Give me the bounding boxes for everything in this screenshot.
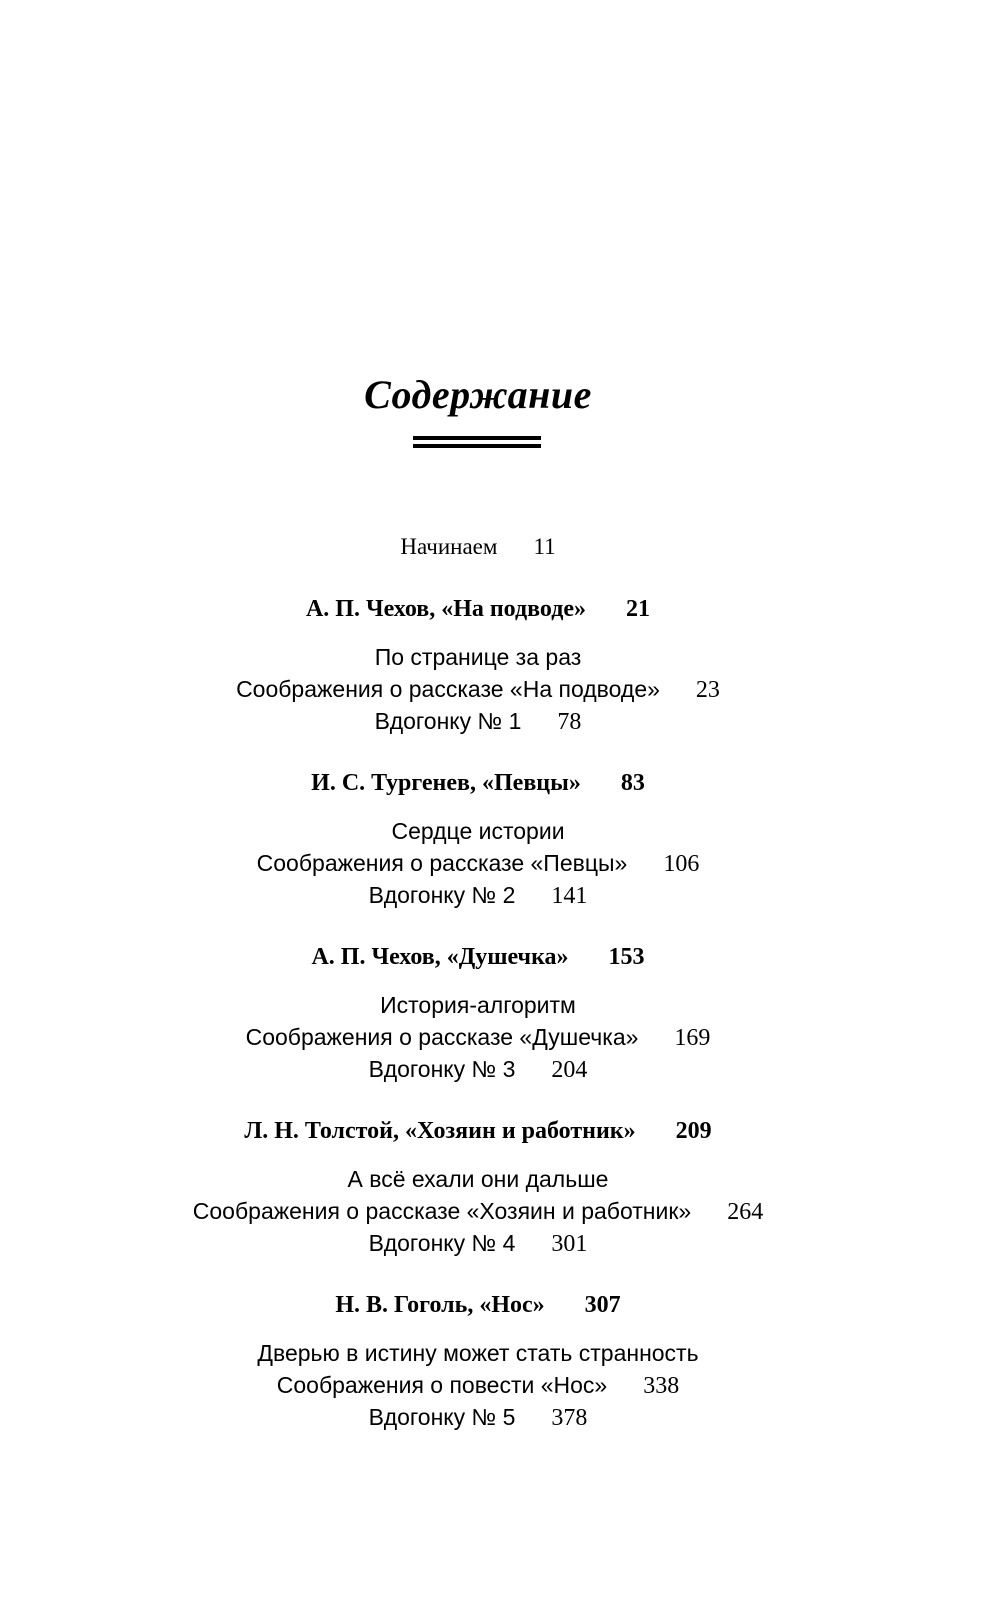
- toc-entry-label: Начинаем: [400, 534, 498, 559]
- toc-subentry[interactable]: [0, 642, 956, 673]
- section-heading-page-number: 153: [608, 944, 645, 970]
- toc-subentry-page-number: 378: [551, 1405, 588, 1431]
- toc-subentry-label: История-алгоритм: [380, 992, 576, 1018]
- toc-subentry[interactable]: [0, 1370, 956, 1401]
- section-heading-label: А. П. Чехов, «На подводе»: [305, 596, 587, 622]
- toc-subentry-label: Вдогонку № 2: [368, 882, 516, 908]
- toc-subentry-label: Соображения о рассказе «Певцы»: [256, 850, 628, 876]
- toc-subentry-page-number: 23: [695, 677, 720, 703]
- toc-subentry[interactable]: [0, 1054, 956, 1085]
- section-heading-label: А. П. Чехов, «Душечка»: [311, 944, 569, 970]
- toc-subentry-label: Вдогонку № 3: [368, 1056, 516, 1082]
- toc-subentry-label: Вдогонку № 4: [368, 1230, 516, 1256]
- toc-section-heading-1[interactable]: [0, 594, 956, 624]
- toc-subentry-label: Соображения о рассказе «Хозяин и работник»: [192, 1198, 692, 1224]
- section-heading-page-number: 307: [584, 1292, 621, 1318]
- toc-section-heading-4[interactable]: [0, 1116, 956, 1146]
- title-rule-bottom-line: [413, 444, 541, 448]
- toc-subentry-label: Вдогонку № 1: [374, 708, 522, 734]
- toc-section-heading-5[interactable]: [0, 1290, 956, 1320]
- toc-subentry-label: А всё ехали они дальше: [347, 1166, 609, 1192]
- toc-subentry[interactable]: [0, 674, 956, 705]
- toc-subentry-label: Соображения о рассказе «На подводе»: [236, 676, 660, 702]
- toc-subentry[interactable]: [0, 1022, 956, 1053]
- toc-subentry[interactable]: [0, 1164, 956, 1195]
- toc-section-heading-2[interactable]: [0, 768, 956, 798]
- section-heading-page-number: 21: [626, 596, 651, 622]
- toc-subentry-page-number: 106: [663, 851, 700, 877]
- toc-subentry-label: По странице за раз: [374, 644, 582, 670]
- toc-subentry-label: Соображения о повести «Нос»: [276, 1372, 608, 1398]
- toc-entry-page-number: 11: [533, 534, 556, 559]
- toc-subentry[interactable]: [0, 1196, 956, 1227]
- toc-subentry-label: Дверью в истину может стать странность: [257, 1340, 699, 1366]
- toc-subentry[interactable]: [0, 880, 956, 911]
- toc-entry-intro[interactable]: [0, 532, 956, 562]
- toc-subentry-page-number: 141: [551, 883, 588, 909]
- toc-subentry-page-number: 301: [551, 1231, 588, 1257]
- toc-subentry-label: Вдогонку № 5: [368, 1404, 516, 1430]
- toc-section-heading-3[interactable]: [0, 942, 956, 972]
- toc-subentry[interactable]: [0, 1402, 956, 1433]
- toc-subentry-page-number: 78: [557, 709, 582, 735]
- toc-subentry[interactable]: [0, 990, 956, 1021]
- section-heading-label: И. С. Тургенев, «Певцы»: [311, 770, 581, 796]
- toc-subentry-label: Соображения о рассказе «Душечка»: [245, 1024, 639, 1050]
- section-heading-page-number: 83: [620, 770, 645, 796]
- toc-subentry-label: Сердце истории: [391, 818, 565, 844]
- toc-subentry-page-number: 338: [643, 1373, 680, 1399]
- section-heading-label: Н. В. Гоголь, «Нос»: [335, 1292, 545, 1318]
- title-rule-top-line: [413, 436, 541, 440]
- section-heading-page-number: 209: [675, 1118, 712, 1144]
- toc-subentry[interactable]: [0, 706, 956, 737]
- title-double-rule: [413, 436, 541, 448]
- page-title: Содержание: [364, 371, 592, 417]
- toc-subentry-page-number: 204: [551, 1057, 588, 1083]
- toc-subentry[interactable]: [0, 1228, 956, 1259]
- section-heading-label: Л. Н. Толстой, «Хозяин и работник»: [244, 1118, 636, 1144]
- toc-subentry-page-number: 264: [727, 1199, 764, 1225]
- toc-subentry[interactable]: [0, 848, 956, 879]
- toc-subentry[interactable]: [0, 816, 956, 847]
- toc-subentry-page-number: 169: [674, 1025, 711, 1051]
- toc-subentry[interactable]: [0, 1338, 956, 1369]
